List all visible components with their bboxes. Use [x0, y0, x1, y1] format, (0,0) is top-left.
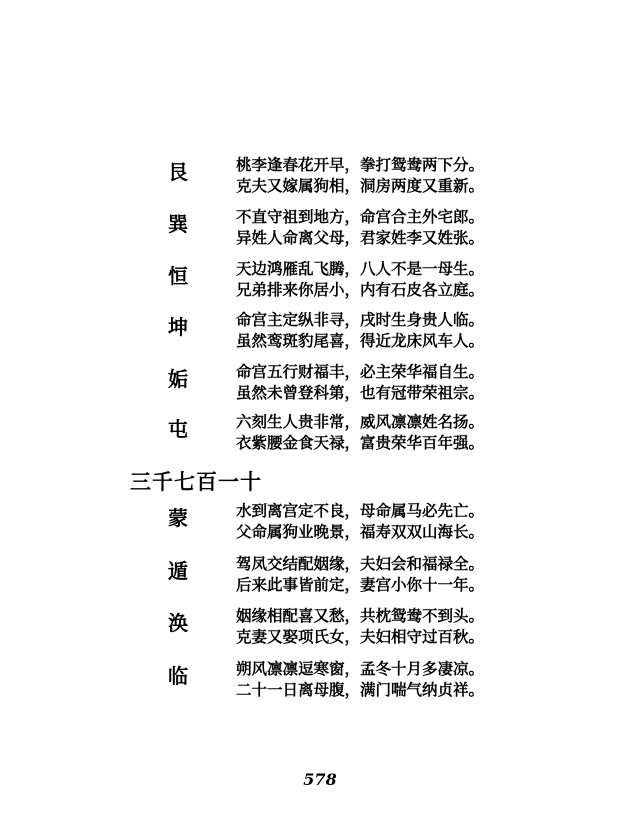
verse-line-2: 虽然未曾登科第，也有冠带荣祖宗。: [236, 383, 485, 402]
verse-line-1: 驾凤交结配姻缘，夫妇会和福禄全。: [236, 554, 485, 573]
gua-name: 遁: [168, 559, 188, 583]
entry-7: [0, 500, 640, 544]
verse-line-2: 异姓人命离父母，君家姓李又姓张。: [236, 228, 485, 247]
gua-name: 姤: [168, 367, 188, 391]
gua-name: 屯: [168, 417, 188, 441]
page-number: 578: [303, 770, 337, 789]
verse-line-1: 朔风凛凛逗寒窗，孟冬十月多凄凉。: [236, 659, 485, 678]
gua-name: 坤: [168, 315, 188, 339]
verse-line-1: 命宫主定纵非寻，戌时生身贵人临。: [236, 310, 485, 329]
verse-line-1: 不直守祖到地方，命宫合主外宅郎。: [236, 207, 485, 226]
entry-9: [0, 605, 640, 649]
verse-line-1: 天边鸿雁乱飞腾，八人不是一母生。: [236, 259, 485, 278]
gua-name: 艮: [168, 160, 188, 184]
gua-name: 临: [168, 664, 188, 688]
verse-line-2: 虽然鸾斑豹尾喜，得近龙床风车人。: [236, 331, 485, 350]
entry-2: [0, 206, 640, 250]
verse-line-1: 姻缘相配喜又愁，共枕鸳鸯不到头。: [236, 606, 485, 625]
gua-name: 蒙: [168, 506, 188, 530]
verse-line-1: 命宫五行财福丰，必主荣华福自生。: [236, 362, 485, 381]
verse-line-2: 克夫又嫁属狗相，洞房两度又重新。: [236, 176, 485, 195]
verse-line-1: 桃李逢春花开早，拳打鸳鸯两下分。: [236, 155, 485, 174]
verse-line-2: 二十一日离母腹，满门喘气纳贞祥。: [236, 680, 485, 699]
entry-6: [0, 411, 640, 455]
gua-name: 巽: [168, 212, 188, 236]
entry-3: [0, 258, 640, 302]
verse-line-2: 父命属狗业晚景，福寿双双山海长。: [236, 522, 485, 541]
entry-1: [0, 154, 640, 198]
verse-line-2: 后来此事皆前定，妻宫小你十一年。: [236, 575, 485, 594]
verse-line-1: 水到离宫定不良，母命属马必先亡。: [236, 501, 485, 520]
entry-10: [0, 658, 640, 702]
gua-name: 恒: [168, 264, 188, 288]
gua-name: 涣: [168, 611, 188, 635]
entry-8: [0, 553, 640, 597]
verse-line-1: 六刻生人贵非常，威风凛凛姓名扬。: [236, 412, 485, 431]
verse-line-2: 克妻又娶项氏女，夫妇相守过百秋。: [236, 627, 485, 646]
verse-line-2: 兄弟排来你居小，内有石皮各立庭。: [236, 280, 485, 299]
entry-4: [0, 309, 640, 353]
section-title: 三千七百一十: [130, 469, 262, 494]
verse-line-2: 衣紫腰金食天禄，富贵荣华百年强。: [236, 433, 485, 452]
entry-5: [0, 361, 640, 405]
